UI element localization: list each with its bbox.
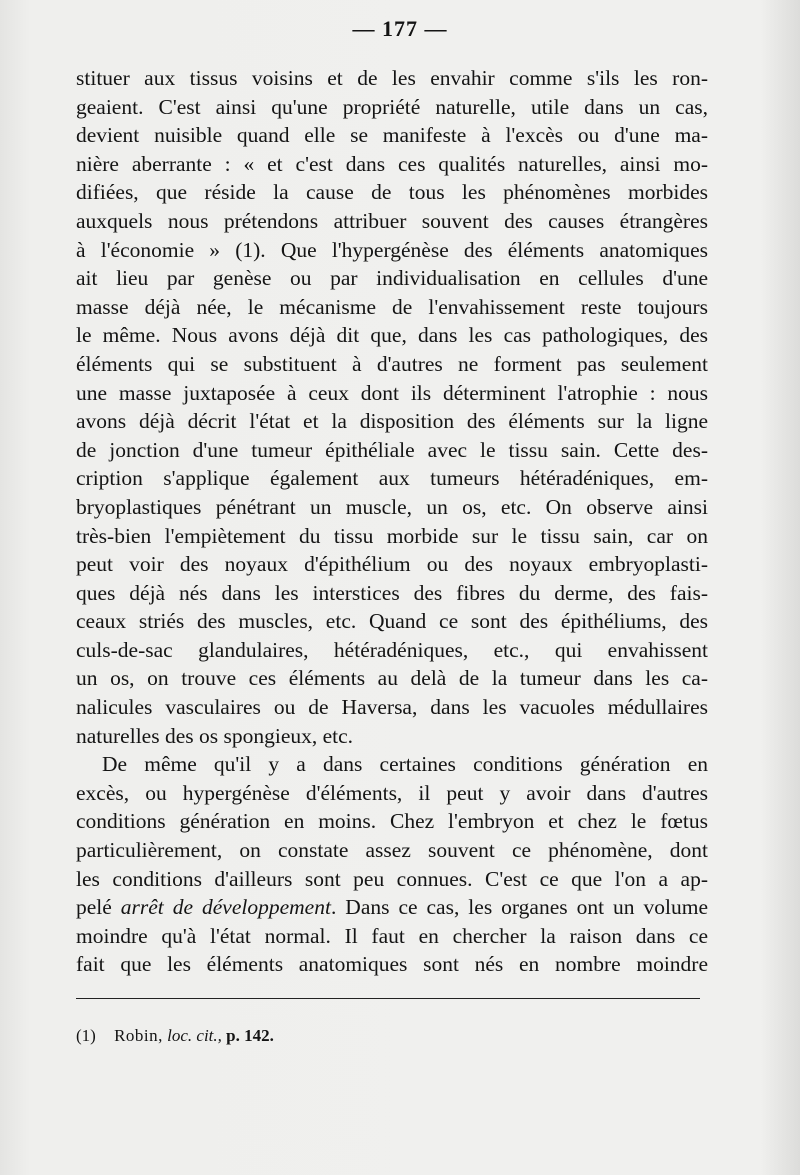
text-line-with-italic <box>76 893 708 922</box>
text-line: fait que les éléments anatomiques sont nés en nombre moindre <box>76 952 708 977</box>
text-line: nière aberrante : « et c'est dans ces qualités naturelles, ainsi mo- <box>76 151 708 176</box>
text-line: culs-de-sac glandulaires, hétéradéniques, etc., qui envahissent <box>76 637 708 662</box>
text-line: un os, on trouve ces éléments au delà de la tumeur dans les ca- <box>76 666 708 691</box>
text-line: de jonction d'une tumeur épithéliale avec le tissu sain. Cette des- <box>76 437 708 462</box>
text-line: à l'économie » (1). Que l'hypergénèse des éléments anatomiques <box>76 237 708 262</box>
text-line: nalicules vasculaires ou de Haversa, dans les vacuoles médullaires <box>76 695 708 720</box>
text-segment: pelé <box>76 895 121 920</box>
text-line: moindre qu'à l'état normal. Il faut en chercher la raison dans ce <box>76 923 708 948</box>
text-line: cription s'applique également aux tumeurs hétéradéniques, em- <box>76 466 708 491</box>
body-text <box>76 64 708 979</box>
text-line: le même. Nous avons déjà dit que, dans les cas pathologiques, des <box>76 323 708 348</box>
text-line: difiées, que réside la cause de tous les phénomènes morbides <box>76 180 708 205</box>
paragraph-start-line: De même qu'il y a dans certaines conditions génération en <box>102 752 708 777</box>
footnote-page: p. 142. <box>226 1026 274 1045</box>
text-line: très-bien l'empiètement du tissu morbide sur le tissu sain, car on <box>76 523 708 548</box>
text-line: particulièrement, on constate assez souvent ce phénomène, dont <box>76 838 708 863</box>
text-line: une masse juxtaposée à ceux dont ils déterminent l'atrophie : nous <box>76 380 708 405</box>
text-line: naturelles des os spongieux, etc. <box>76 723 354 748</box>
footnote-author: Robin, <box>114 1026 163 1045</box>
text-line: éléments qui se substituent à d'autres ne forment pas seulement <box>76 351 708 376</box>
text-line: ait lieu par genèse ou par individualisation en cellules d'une <box>76 266 708 291</box>
italic-term: arrêt de développement <box>120 895 331 920</box>
text-line: avons déjà décrit l'état et la disposition des éléments sur la ligne <box>76 409 708 434</box>
text-line: stituer aux tissus voisins et de les envahir comme s'ils les ron- <box>76 66 708 90</box>
text-line: ceaux striés des muscles, etc. Quand ce sont des épithéliums, des <box>76 609 708 634</box>
text-line: peut voir des noyaux d'épithélium ou des noyaux embryoplasti- <box>76 552 708 577</box>
footnote <box>76 1026 274 1046</box>
page-number: — 177 — <box>352 16 448 41</box>
text-line: auxquels nous prétendons attribuer souvent des causes étrangères <box>76 208 708 233</box>
text-line: bryoplastiques pénétrant un muscle, un os, etc. On observe ainsi <box>76 494 708 519</box>
footnote-rule <box>76 998 700 999</box>
text-segment: . Dans ce cas, les organes ont un volume <box>330 895 708 920</box>
text-line: les conditions d'ailleurs sont peu connues. C'est ce que l'on a ap- <box>76 866 708 891</box>
text-line: ques déjà nés dans les interstices des fibres du derme, des fais- <box>76 580 708 605</box>
text-line: devient nuisible quand elle se manifeste à l'excès ou d'une ma- <box>76 123 708 148</box>
footnote-reference: loc. cit., <box>167 1026 222 1045</box>
text-line: geaient. C'est ainsi qu'une propriété naturelle, utile dans un cas, <box>76 94 708 119</box>
text-line: excès, ou hypergénèse d'éléments, il peut y avoir dans d'autres <box>76 780 708 805</box>
text-line: masse déjà née, le mécanisme de l'envahissement reste toujours <box>76 294 708 319</box>
footnote-label: (1) <box>76 1026 96 1045</box>
text-line: conditions génération en moins. Chez l'embryon et chez le fœtus <box>76 809 708 834</box>
